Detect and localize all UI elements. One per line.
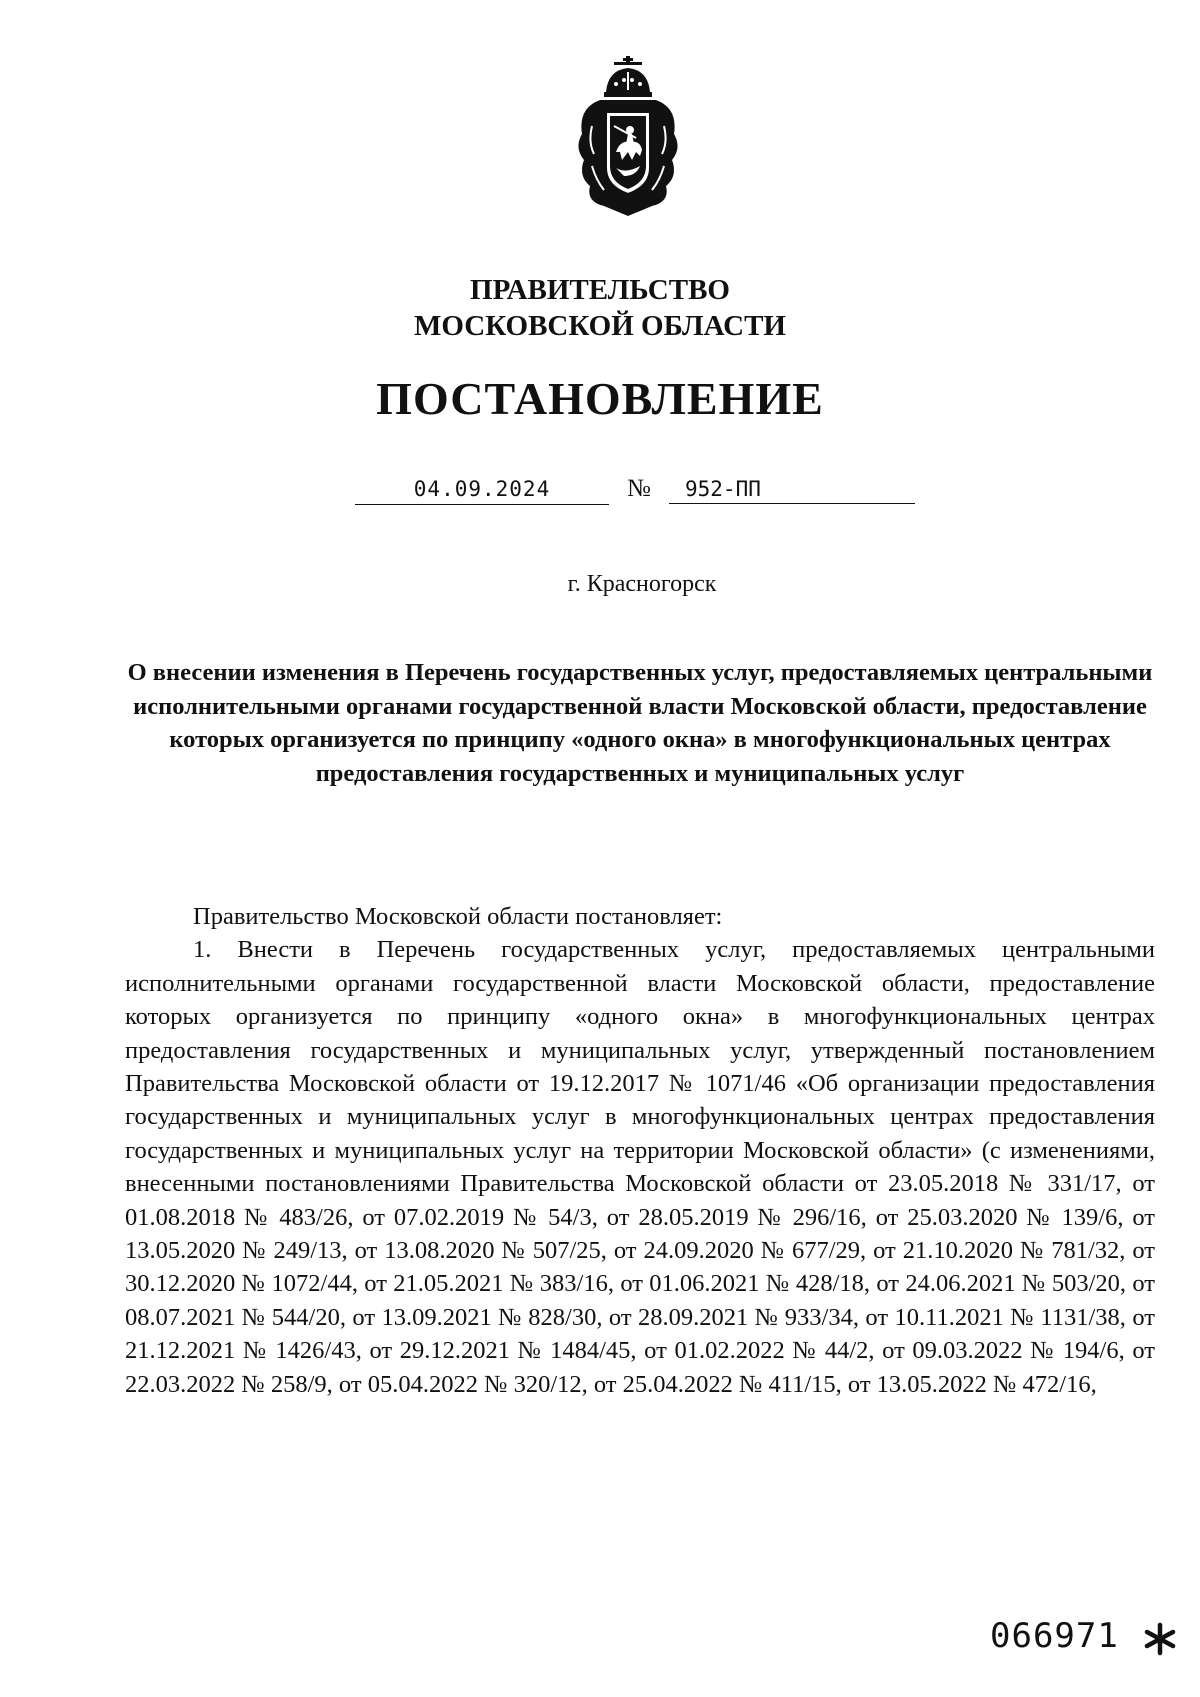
document-date: 04.09.2024 [355,474,609,505]
organization-name-line-1: ПРАВИТЕЛЬСТВО [470,274,730,306]
asterisk-icon [1143,1622,1177,1656]
date-number-line [355,474,915,508]
document-type: ПОСТАНОВЛЕНИЕ [376,373,824,424]
document-number: 952-ПП [669,474,915,504]
serial-number: 066971 [990,1616,1119,1656]
intro-sentence: Правительство Московской области постановляет: [193,903,723,930]
organization-name-line-2: МОСКОВСКОЙ ОБЛАСТИ [413,310,786,342]
coat-of-arms-icon [570,56,686,216]
document-body [125,900,1155,1401]
document-title: О внесении изменения в Перечень государственных услуг, предоставляемых центральными исполнительными органами государственной власти Московской области, предоставление которых организуется по принципу «одного окна» в многофункциональных центрах предоставления государственных и муниципальных услуг [127,659,1153,787]
city: г. Красногорск [567,571,717,597]
number-sign: № [627,475,651,502]
paragraph-1: 1. Внести в Перечень государственных услуг, предоставляемых центральными исполнительными органами государственной власти Московской области, предоставление которых организуется по принципу «одного окна» в многофункциональных центрах предоставления государственных и муниципальных услуг, утвержденный постановлением Правительства Московской области от 19.12.2017 № 1071/46 «Об организации предоставления государственных и муниципальных услуг в многофункциональных центрах предоставления государственных и муниципальных услуг на территории Московской области» (с изменениями, внесенными постановлениями Правительства Московской области от 23.05.2018 № 331/17, от 01.08.2018 № 483/26, от 07.02.2019 № 54/3, от 28.05.2019 № 296/16, от 25.03.2020 № 139/6, от 13.05.2020 № 249/13, от 13.08.2020 № 507/25, от 24.09.2020 № 677/29, от 21.10.2020 № 781/32, от 30.12.2020 № 1072/44, от 21.05.2021 № 383/16, от 01.06.2021 № 428/18, от 24.06.2021 № 503/20, от 08.07.2021 № 544/20, от 13.09.2021 № 828/30, от 28.09.2021 № 933/34, от 10.11.2021 № 1131/38, от 21.12.2021 № 1426/43, от 29.12.2021 № 1484/45, от 01.02.2022 № 44/2, от 09.03.2022 № 194/6, от 22.03.2022 № 258/9, от 05.04.2022 № 320/12, от 25.04.2022 № 411/15, от 13.05.2022 № 472/16, [125,936,1155,1398]
